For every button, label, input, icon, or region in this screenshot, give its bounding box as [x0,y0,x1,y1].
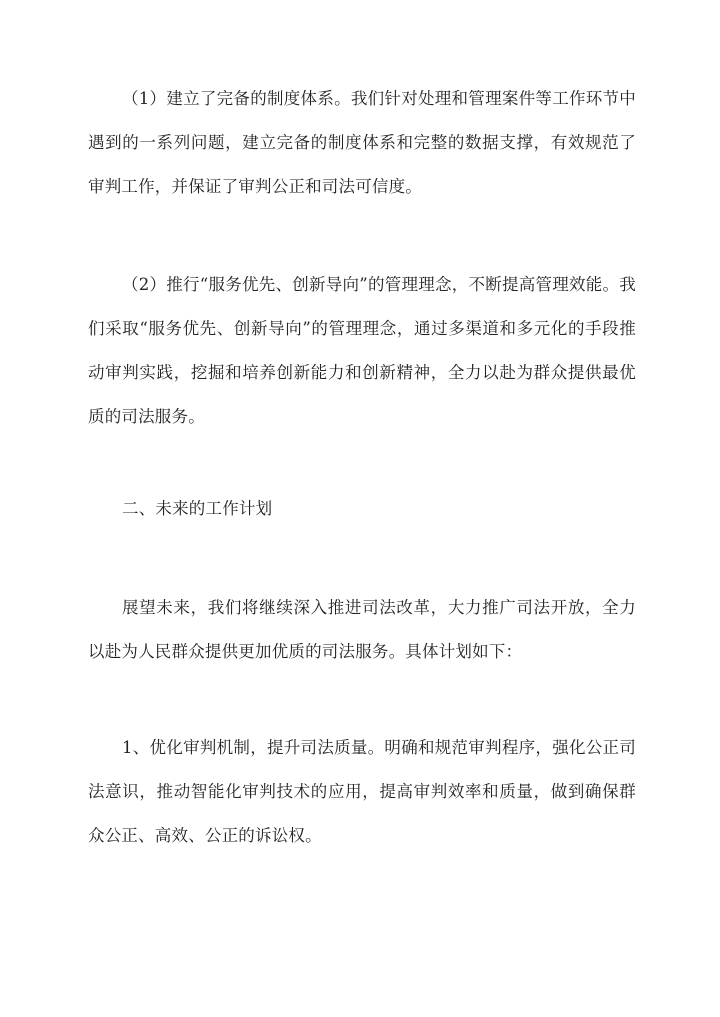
paragraph-plan-item-1: 1、优化审判机制，提升司法质量。明确和规范审判程序，强化公正司法意识，推动智能化审判技术的应用，提高审判效率和质量，做到确保群众公正、高效、公正的诉讼权。 [88,738,636,845]
section-heading-future-plan: 二、未来的工作计划 [122,499,273,518]
paragraph-outlook: 展望未来，我们将继续深入推进司法改革，大力推广司法开放，全力以赴为人民群众提供更加优质的司法服务。具体计划如下： [88,598,636,661]
paragraph-system-building: （1）建立了完备的制度体系。我们针对处理和管理案件等工作环节中遇到的一系列问题，建立完备的制度体系和完整的数据支撑，有效规范了审判工作，并保证了审判公正和司法可信度。 [88,89,636,196]
paragraph-management-philosophy: （2）推行“服务优先、创新导向”的管理理念，不断提高管理效能。我们采取“服务优先、创新导向”的管理理念，通过多渠道和多元化的手段推动审判实践，挖掘和培养创新能力和创新精神，全力以赴为群众提供最优质的司法服务。 [88,275,636,426]
